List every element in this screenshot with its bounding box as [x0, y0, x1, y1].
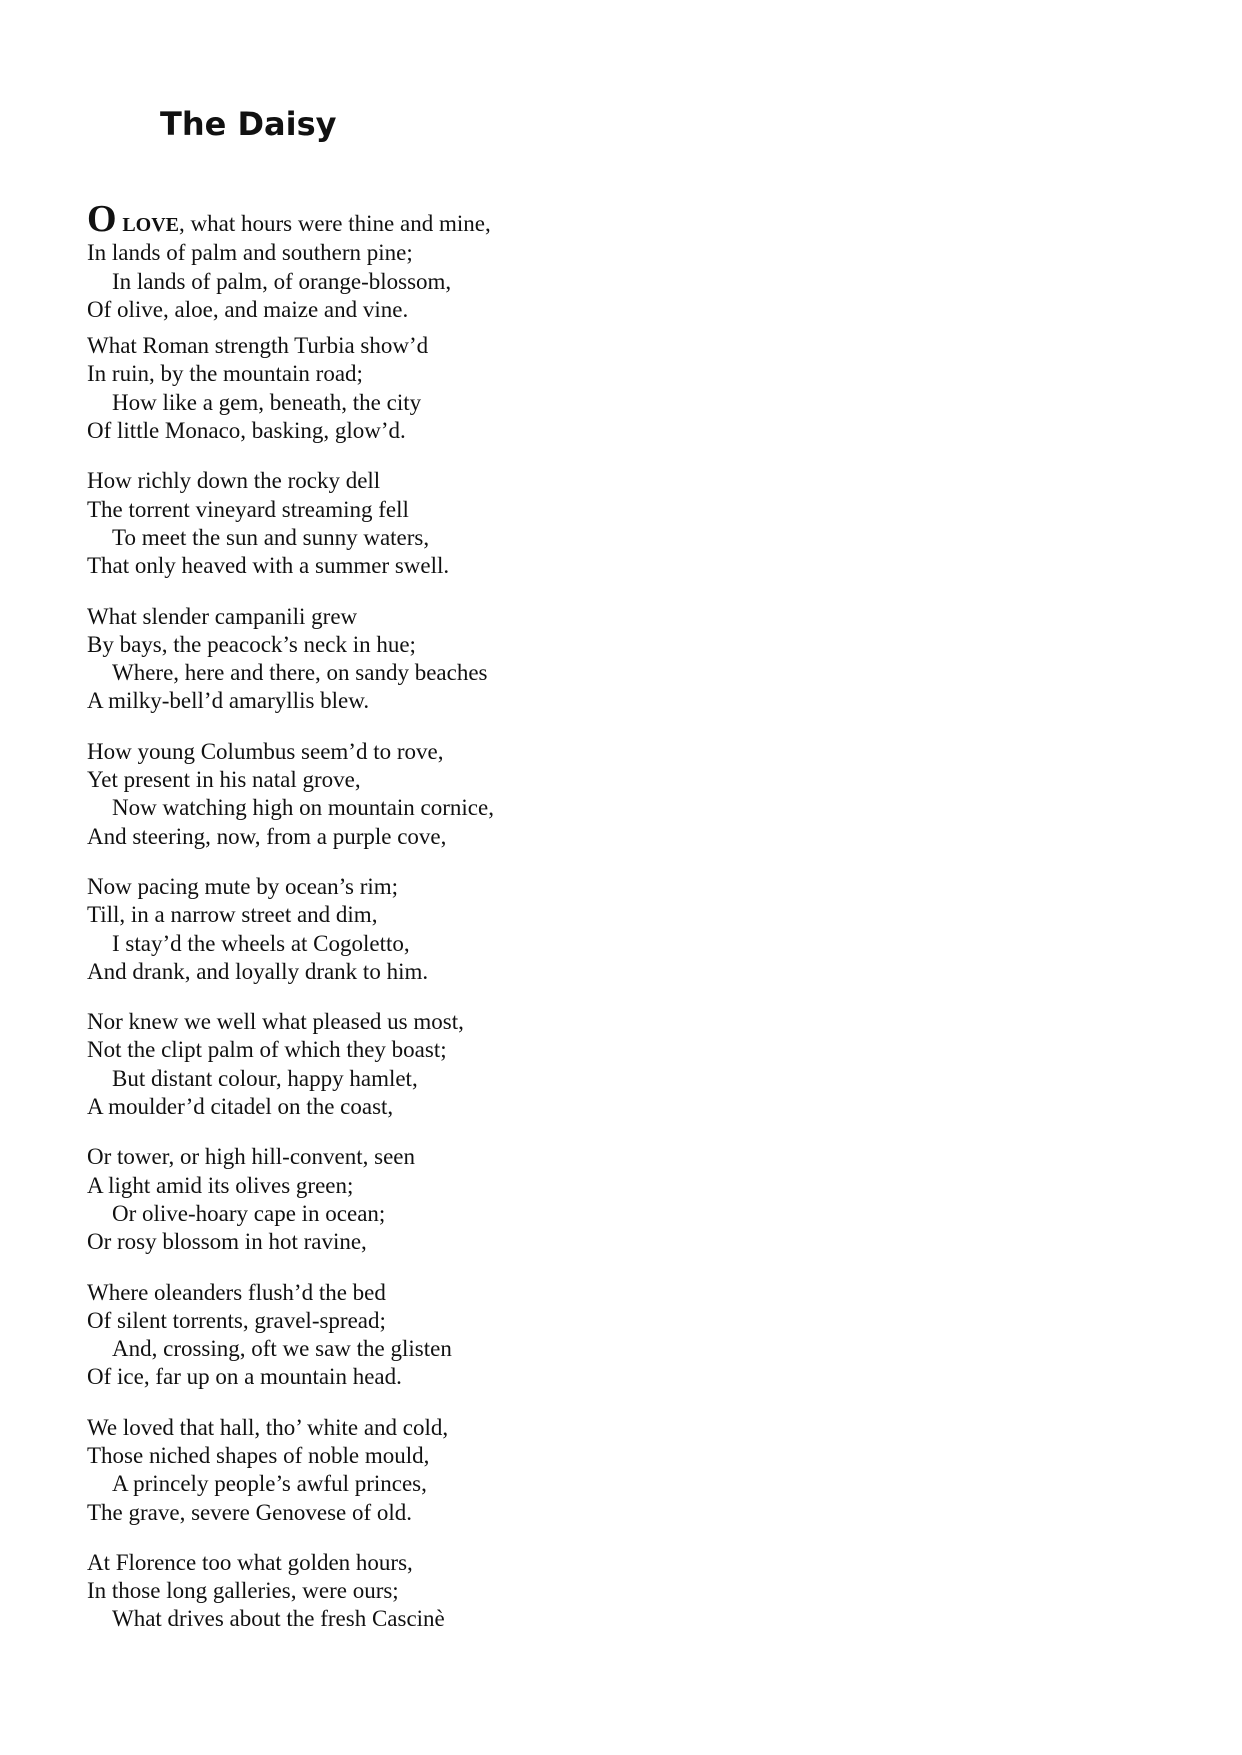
poem-line: At Florence too what golden hours, [87, 1549, 413, 1575]
stanza-5 [87, 738, 987, 851]
poem-line: What Roman strength Turbia show’d [87, 333, 429, 359]
poem-line: Yet present in his natal grove, [87, 767, 361, 793]
stanza-6 [87, 873, 987, 986]
poem-line: Or rosy blossom in hot ravine, [87, 1229, 367, 1255]
stanza-10 [87, 1414, 987, 1527]
drop-cap: O [87, 198, 117, 240]
poem-line: A light amid its olives green; [87, 1172, 354, 1198]
poem-line: Of little Monaco, basking, glow’d. [87, 418, 406, 444]
poem-line: In lands of palm, of orange-blossom, [112, 268, 452, 294]
poem-line: Where oleanders flush’d the bed [87, 1279, 386, 1305]
poem-line: And steering, now, from a purple cove, [87, 823, 447, 849]
poem-line: How young Columbus seem’d to rove, [87, 738, 444, 764]
poem-line: And drank, and loyally drank to him. [87, 958, 429, 984]
poem-line: A milky-bell’d amaryllis blew. [87, 688, 370, 714]
poem-line: The torrent vineyard streaming fell [87, 496, 409, 522]
poem-line: Or olive-hoary cape in ocean; [112, 1200, 386, 1226]
stanza-11 [87, 1549, 987, 1634]
poem-line: I stay’d the wheels at Cogoletto, [112, 930, 410, 956]
poem-line: The grave, severe Genovese of old. [87, 1499, 413, 1525]
poem-line: In lands of palm and southern pine; [87, 240, 413, 266]
poem-line: But distant colour, happy hamlet, [112, 1065, 418, 1091]
stanza-3 [87, 467, 987, 580]
poem-line: Not the clipt palm of which they boast; [87, 1037, 447, 1063]
poem-line: Now pacing mute by ocean’s rim; [87, 873, 399, 899]
poem-line: Of olive, aloe, and maize and vine. [87, 296, 409, 322]
poem-line: We loved that hall, tho’ white and cold, [87, 1414, 449, 1440]
poem-line: That only heaved with a summer swell. [87, 553, 450, 579]
poem-line: To meet the sun and sunny waters, [112, 524, 430, 550]
poem-line: A princely people’s awful princes, [112, 1471, 427, 1497]
poem-line: What drives about the fresh Cascinè [112, 1606, 445, 1632]
stanza-8 [87, 1143, 987, 1256]
poem-line-opening [87, 198, 987, 240]
poem-line: Of ice, far up on a mountain head. [87, 1364, 402, 1390]
stanza-1 [87, 198, 987, 324]
poem-line: Those niched shapes of noble mould, [87, 1442, 430, 1468]
poem-line: Of silent torrents, gravel-spread; [87, 1307, 386, 1333]
stanza-9 [87, 1279, 987, 1392]
opening-rest: , what hours were thine and mine, [179, 211, 491, 236]
poem-title: The Daisy [160, 105, 337, 143]
poem-line: Where, here and there, on sandy beaches [112, 660, 488, 686]
poem-line: In those long galleries, were ours; [87, 1578, 399, 1604]
poem-line: Or tower, or high hill-convent, seen [87, 1144, 416, 1170]
poem-line: In ruin, by the mountain road; [87, 361, 363, 387]
stanza-4 [87, 603, 987, 716]
poem-line: What slender campanili grew [87, 603, 358, 629]
stanza-2 [87, 332, 987, 445]
poem-line: Nor knew we well what pleased us most, [87, 1009, 464, 1035]
poem-body [87, 198, 987, 1634]
poem-line: By bays, the peacock’s neck in hue; [87, 631, 416, 657]
poem-line: A moulder’d citadel on the coast, [87, 1094, 394, 1120]
stanza-7 [87, 1008, 987, 1121]
poem-line: And, crossing, oft we saw the glisten [112, 1336, 452, 1362]
poem-line: Till, in a narrow street and dim, [87, 902, 378, 928]
poem-line: How like a gem, beneath, the city [112, 389, 422, 415]
poem-line: Now watching high on mountain cornice, [112, 795, 494, 821]
opening-word: LOVE [122, 214, 179, 236]
poem-line: How richly down the rocky dell [87, 468, 381, 494]
